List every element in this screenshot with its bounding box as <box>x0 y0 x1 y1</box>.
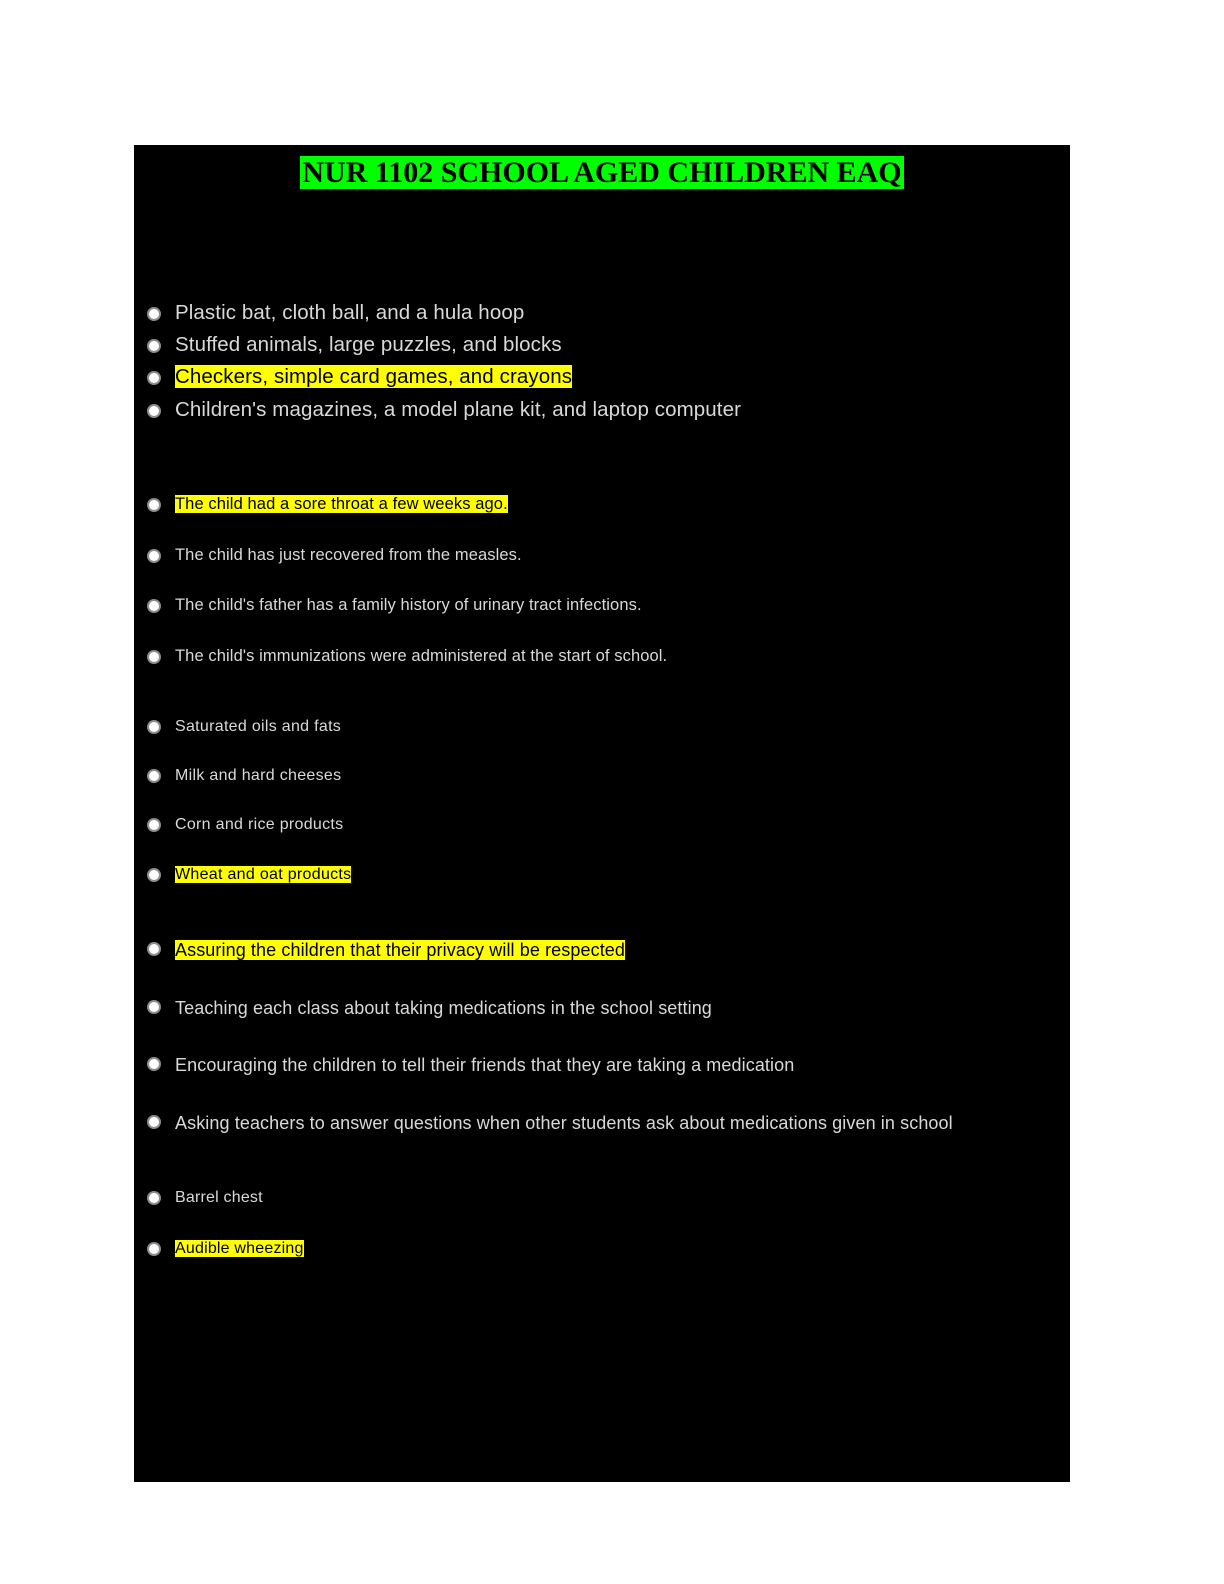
list-item[interactable] <box>147 546 1070 566</box>
option-label: Stuffed animals, large puzzles, and blocks <box>175 333 562 357</box>
option-label: Plastic bat, cloth ball, and a hula hoop <box>175 301 525 324</box>
list-item[interactable] <box>147 398 1070 422</box>
radio-bullet-icon[interactable] <box>147 549 161 563</box>
option-label: Saturated oils and fats <box>175 717 342 735</box>
radio-bullet-icon[interactable] <box>147 307 161 321</box>
radio-bullet-icon[interactable] <box>147 1057 161 1071</box>
list-item[interactable] <box>147 865 1070 884</box>
highlighted-answer: Checkers, simple card games, and crayons <box>175 365 573 389</box>
option-label: Asking teachers to answer questions when other students ask about medications given in school <box>175 1113 953 1134</box>
list-item[interactable] <box>147 495 1070 515</box>
radio-bullet-icon[interactable] <box>147 371 161 385</box>
radio-bullet-icon[interactable] <box>147 1000 161 1014</box>
radio-bullet-icon[interactable] <box>147 720 161 734</box>
list-item[interactable] <box>147 995 1070 1023</box>
highlighted-answer: Assuring the children that their privacy will be respected <box>175 939 626 960</box>
radio-bullet-icon[interactable] <box>147 769 161 783</box>
list-item[interactable] <box>147 365 1070 389</box>
radio-bullet-icon[interactable] <box>147 818 161 832</box>
list-item[interactable] <box>147 596 1070 616</box>
option-label: Teaching each class about taking medications in the school setting <box>175 997 712 1018</box>
radio-bullet-icon[interactable] <box>147 650 161 664</box>
radio-bullet-icon[interactable] <box>147 1115 161 1129</box>
list-item[interactable] <box>147 937 1070 965</box>
privacy-group <box>134 937 1070 1139</box>
radio-bullet-icon[interactable] <box>147 404 161 418</box>
page-title-text: NUR 1102 SCHOOL AGED CHILDREN EAQ <box>302 156 902 189</box>
option-label: Barrel chest <box>175 1189 263 1207</box>
radio-bullet-icon[interactable] <box>147 868 161 882</box>
option-label <box>175 495 1070 515</box>
option-label: Encouraging the children to tell their friends that they are taking a medication <box>175 1055 795 1076</box>
option-label: The child's father has a family history of urinary tract infections. <box>175 596 642 615</box>
option-label: Corn and rice products <box>175 816 344 834</box>
highlighted-answer: The child had a sore throat a few weeks ago. <box>175 494 508 513</box>
page-title <box>134 156 1070 189</box>
list-item[interactable] <box>147 766 1070 785</box>
option-label: The child has just recovered from the measles. <box>175 545 522 564</box>
list-item[interactable] <box>147 647 1070 667</box>
assessment-group <box>134 1188 1070 1258</box>
toys-group <box>134 301 1070 422</box>
list-item[interactable] <box>147 1239 1070 1258</box>
radio-bullet-icon[interactable] <box>147 1191 161 1205</box>
highlighted-answer: Audible wheezing <box>175 1240 304 1258</box>
option-label <box>175 365 1070 389</box>
option-label: Milk and hard cheeses <box>175 767 342 785</box>
radio-bullet-icon[interactable] <box>147 498 161 512</box>
option-label <box>175 1239 1070 1258</box>
option-label: The child's immunizations were administered at the start of school. <box>175 647 668 666</box>
radio-bullet-icon[interactable] <box>147 599 161 613</box>
list-item[interactable] <box>147 1052 1070 1080</box>
list-item[interactable] <box>147 717 1070 736</box>
document-body <box>134 145 1070 1482</box>
radio-bullet-icon[interactable] <box>147 1242 161 1256</box>
list-item[interactable] <box>147 1110 1070 1138</box>
list-item[interactable] <box>147 333 1070 357</box>
history-group <box>134 495 1070 667</box>
option-label: Children's magazines, a model plane kit, and laptop computer <box>175 397 742 421</box>
radio-bullet-icon[interactable] <box>147 942 161 956</box>
list-item[interactable] <box>147 301 1070 325</box>
option-label <box>175 865 1070 884</box>
radio-bullet-icon[interactable] <box>147 339 161 353</box>
list-item[interactable] <box>147 815 1070 834</box>
foods-group <box>134 717 1070 884</box>
list-item[interactable] <box>147 1188 1070 1207</box>
highlighted-answer: Wheat and oat products <box>175 865 352 883</box>
option-label <box>175 937 1070 965</box>
